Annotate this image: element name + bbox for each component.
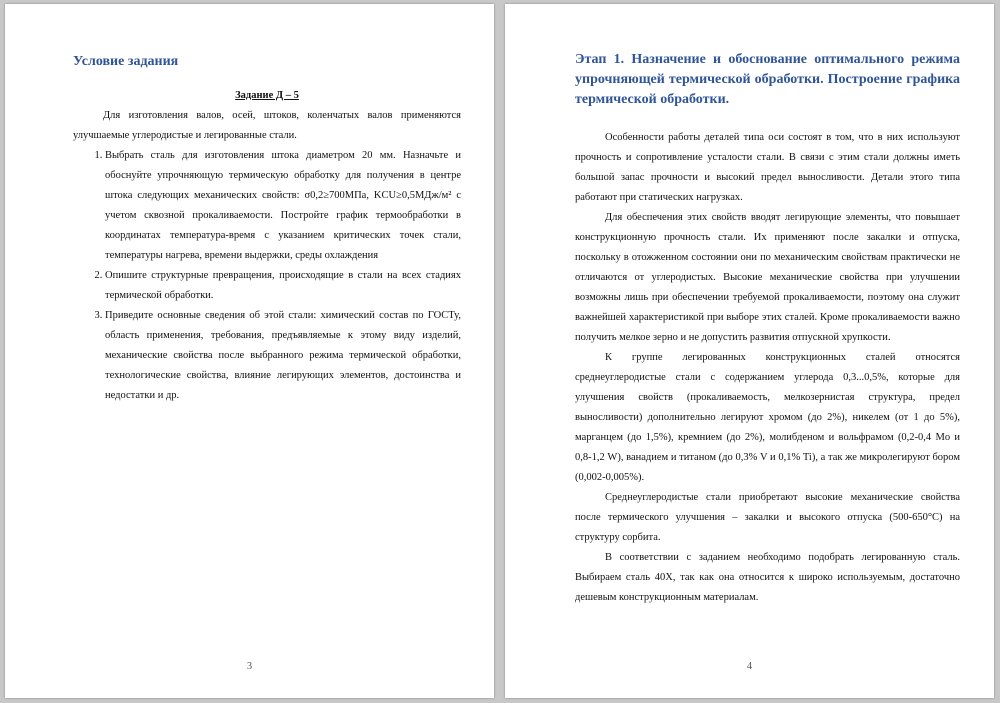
- task-item: 3. Приведите основные сведения об этой стали: химический состав по ГОСТу, область применения, требования, предъявляемые к этому виду изделий, механические свойства после выбранного режима термической обработки, технологические свойства, влияние легирующих элементов, достоинства и недостатки и др.: [105, 306, 461, 406]
- body-paragraph: Особенности работы деталей типа оси состоят в том, что в них используют прочность и сопротивление усталости стали. В связи с этим стали должны иметь большой запас прочности и высокий предел выносливости. Детали этого типа работают при статических нагрузках.: [575, 132, 960, 203]
- task-item: 1. Выбрать сталь для изготовления штока диаметром 20 мм. Назначьте и обоснуйте упрочняющую термическую обработку для получения в центре штока следующих механических свойств: σ0,2≥700МПа, KCU≥0,5МДж/м² с учетом сквозной прокаливаемости. Постройте график термообработки в координатах температура-время с указанием критических точек стали, температуры нагрева, времени выдержки, среды охлаждения: [105, 146, 461, 266]
- body-paragraph: Среднеуглеродистые стали приобретают высокие механические свойства после термического улучшения – закалки и высокого отпуска (500-650°C) на структуру сорбита.: [575, 492, 960, 543]
- task-title: Задание Д – 5: [235, 90, 299, 101]
- page-number: 3: [246, 661, 253, 672]
- stage-heading: Этап 1. Назначение и обоснование оптимального режима упрочняющей термической обработки. Построение графика термической обработки.: [575, 52, 960, 107]
- document-page-right: [505, 4, 994, 698]
- page-content: [575, 50, 960, 608]
- body-paragraph: В соответствии с заданием необходимо подобрать легированную сталь. Выбираем сталь 40Х, так как она относится к широко используемым, достаточно дешевым конструкционным материалам.: [575, 552, 960, 603]
- body-paragraph: К группе легированных конструкционных сталей относятся среднеуглеродистые стали с содержанием углерода 0,3...0,5%, которые для улучшения свойств (прокаливаемость, мелкозернистая структура, предел выносливости) дополнительно легируют хромом (до 2%), никелем (от 1 до 5%), марганцем (до 1,5%), кремнием (до 2%), молибденом и вольфрамом (0,2-0,4 Mo и 0,8-1,2 W), ванадием и титаном (до 0,3% V и 0,1% Ti), а так же микролегируют бором (0,002-0,005%).: [575, 352, 960, 483]
- body-paragraph: Для обеспечения этих свойств вводят легирующие элементы, что повышает конструкционную прочность стали. Их применяют после закалки и отпуска, поскольку в отожженном состоянии они по механическим свойствам практически не отличаются от углеродистых. Высокие механические свойства при улучшении возможны лишь при обеспечении требуемой прокаливаемости, поэтому она служит важнейшей характеристикой при выборе этих сталей. Кроме прокаливаемости важно получить мелкое зерно и не допустить развития отпускной хрупкости.: [575, 212, 960, 343]
- section-heading: Условие задания: [73, 54, 179, 69]
- page-content: [73, 52, 461, 406]
- task-list: [73, 146, 461, 406]
- intro-paragraph: Для изготовления валов, осей, штоков, коленчатых валов применяются улучшаемые углеродистые и легированные стали.: [73, 110, 461, 141]
- task-item: 2. Опишите структурные превращения, происходящие в стали на всех стадиях термической обработки.: [105, 266, 461, 306]
- page-number: 4: [746, 661, 753, 672]
- document-page-left: [5, 4, 494, 698]
